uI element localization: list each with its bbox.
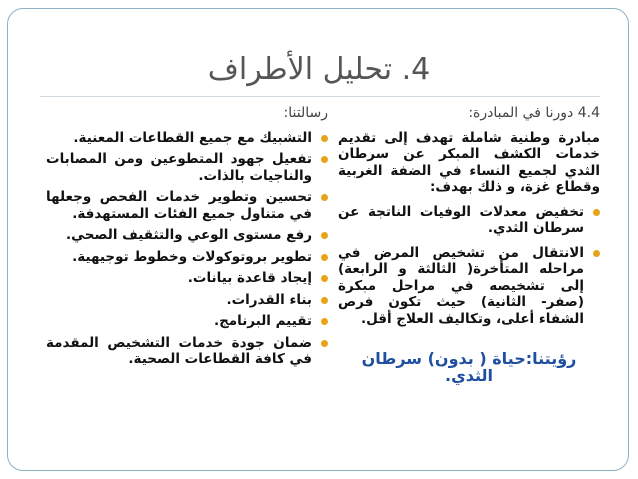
list-item xyxy=(46,313,328,330)
message-column xyxy=(46,105,328,373)
list-item-text: بناء القدرات. xyxy=(226,291,312,308)
list-item xyxy=(46,189,328,222)
list-item xyxy=(46,130,328,147)
list-item-text: الانتقال من تشخيص المرض في مراحله المتأخرة( الثالثة و الرابعة) إلى تشخيصه في مراحل مبكرة (صفر- الثانية) حيث تكون فرص الشفاء أعلى، وتكاليف العلاج أقل. xyxy=(338,244,584,327)
initiative-goals-list xyxy=(338,204,600,328)
message-list xyxy=(46,130,328,368)
bullet-icon xyxy=(593,209,600,216)
list-item-text: رفع مستوى الوعي والتثقيف الصحي. xyxy=(65,227,312,243)
bullet-icon xyxy=(321,318,328,325)
list-item xyxy=(46,292,328,309)
bullet-icon xyxy=(321,194,328,201)
list-item xyxy=(46,335,328,368)
vision-statement: رؤيتنا:حياة ( بدون) سرطان الثدي. xyxy=(361,349,577,385)
list-item xyxy=(46,227,328,244)
list-item-text: تحسين وتطوير خدمات الفحص وجعلها في متناول جميع الفئات المستهدفة. xyxy=(46,189,312,222)
initiative-intro: مبادرة وطنية شاملة تهدف إلى تقديم خدمات الكشف المبكر عن سرطان الثدي لجميع النساء في الضفة الغربية وقطاع غزة، و ذلك بهدف: xyxy=(338,129,600,195)
bullet-icon xyxy=(593,250,600,257)
initiative-column xyxy=(338,105,600,384)
list-item xyxy=(338,204,600,237)
list-item-text: تفعيل جهود المتطوعين ومن المصابات والناجيات بالذات. xyxy=(46,151,312,184)
bullet-icon xyxy=(321,340,328,347)
list-item-text: تقييم البرنامج. xyxy=(213,313,312,329)
bullet-icon xyxy=(321,297,328,304)
bullet-icon xyxy=(321,232,328,239)
list-item xyxy=(46,151,328,184)
bullet-icon xyxy=(321,135,328,142)
message-heading: رسالتنا: xyxy=(283,105,328,121)
bullet-icon xyxy=(321,275,328,282)
initiative-heading: 4.4 دورنا في المبادرة: xyxy=(468,105,600,121)
list-item-text: إيجاد قاعدة بيانات. xyxy=(187,270,312,286)
list-item-text: تخفيض معدلات الوفيات الناتجة عن سرطان الثدي. xyxy=(338,203,584,236)
list-item-text: ضمان جودة خدمات التشخيص المقدمة في كافة القطاعات الصحية. xyxy=(46,334,312,367)
title-divider xyxy=(40,96,600,97)
list-item-text: التشبيك مع جميع القطاعات المعنية. xyxy=(73,129,312,146)
list-item xyxy=(46,270,328,287)
list-item xyxy=(46,249,328,266)
list-item xyxy=(338,245,600,328)
list-item-text: تطوير بروتوكولات وخطوط توجيهية. xyxy=(72,248,312,265)
slide-title: 4. تحليل الأطراف xyxy=(207,52,431,87)
bullet-icon xyxy=(321,254,328,261)
bullet-icon xyxy=(321,156,328,163)
